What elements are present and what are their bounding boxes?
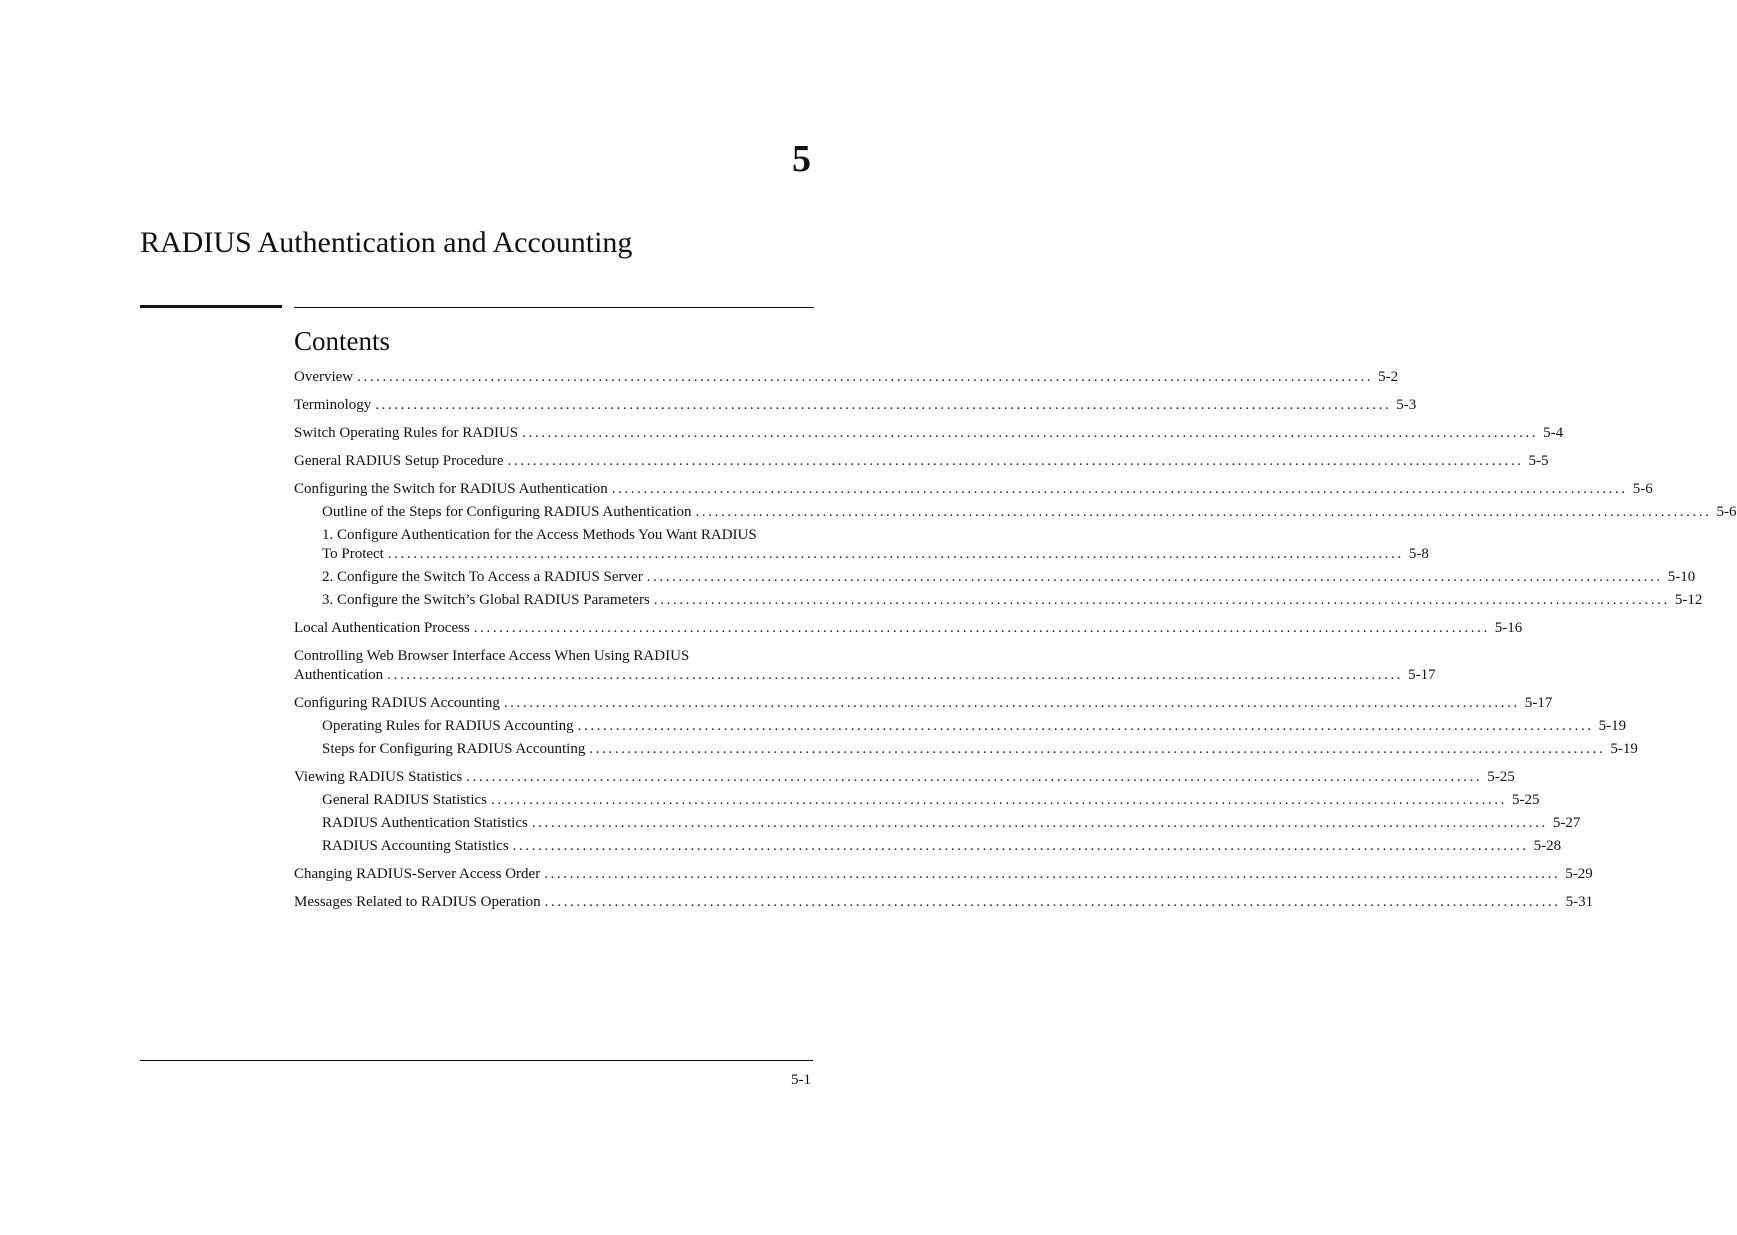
toc-entry[interactable] <box>294 568 1696 587</box>
toc-entry-page: 5-6 <box>1716 504 1737 520</box>
toc-entry-page: 5-28 <box>1533 838 1562 854</box>
toc-entry-page: 5-8 <box>1408 546 1429 562</box>
toc-entry[interactable] <box>294 694 1553 713</box>
toc-entry[interactable] <box>294 791 1540 810</box>
toc-leader-dots: ................................................................................................................................................................ <box>531 815 1548 831</box>
toc-entry-title: Configuring RADIUS Accounting <box>294 695 500 711</box>
toc-entry[interactable] <box>294 452 1549 471</box>
toc-entry-title: Terminology <box>294 397 372 413</box>
toc-leader-dots: ................................................................................................................................................................ <box>653 592 1670 608</box>
toc-entry-page: 5-12 <box>1674 592 1703 608</box>
footer-rule <box>140 1060 813 1061</box>
toc-entry-title: 2. Configure the Switch To Access a RADIUS Server <box>322 569 643 585</box>
toc-entry-title: 1. Configure Authentication for the Access Methods You Want RADIUS <box>322 527 757 543</box>
chapter-title: RADIUS Authentication and Accounting <box>140 226 633 259</box>
toc-entry-title: Changing RADIUS-Server Access Order <box>294 866 541 882</box>
toc-entry-title: Configuring the Switch for RADIUS Authentication <box>294 481 608 497</box>
toc-entry-page: 5-6 <box>1632 481 1653 497</box>
toc-leader-dots: ................................................................................................................................................................ <box>375 397 1392 413</box>
toc-entry-page: 5-27 <box>1552 815 1581 831</box>
toc-leader-dots: ................................................................................................................................................................ <box>589 741 1606 757</box>
toc-entry-page: 5-25 <box>1487 769 1515 785</box>
toc-entry[interactable] <box>294 619 1523 638</box>
table-of-contents <box>294 368 1737 912</box>
toc-entry[interactable] <box>294 503 1737 522</box>
section-rule-thin <box>294 307 814 308</box>
toc-leader-dots: ................................................................................................................................................................ <box>387 546 1404 562</box>
toc-entry[interactable] <box>294 424 1564 443</box>
toc-entry[interactable] <box>294 591 1703 610</box>
toc-entry-page: 5-3 <box>1396 397 1417 413</box>
toc-entry[interactable] <box>294 893 1594 912</box>
toc-leader-dots: ................................................................................................................................................................ <box>473 620 1490 636</box>
toc-entry[interactable] <box>294 837 1562 856</box>
toc-entry[interactable] <box>294 368 1399 387</box>
toc-entry-page: 5-16 <box>1494 620 1523 636</box>
toc-entry-title: Viewing RADIUS Statistics <box>294 769 463 785</box>
contents-heading: Contents <box>294 326 391 356</box>
toc-entry[interactable] <box>294 526 1429 564</box>
toc-entry-page: 5-17 <box>1408 667 1436 683</box>
toc-leader-dots: ................................................................................................................................................................ <box>490 792 1507 808</box>
toc-entry-page: 5-10 <box>1667 569 1696 585</box>
toc-entry-page: 5-29 <box>1565 866 1593 882</box>
toc-entry-title: Outline of the Steps for Configuring RADIUS Authentication <box>322 504 692 520</box>
toc-entry-page: 5-19 <box>1598 718 1627 734</box>
toc-leader-dots: ................................................................................................................................................................ <box>646 569 1663 585</box>
toc-entry-title: Messages Related to RADIUS Operation <box>294 894 541 910</box>
toc-entry-page: 5-2 <box>1378 369 1399 385</box>
toc-leader-dots: ................................................................................................................................................................ <box>611 481 1628 497</box>
toc-entry-page: 5-17 <box>1524 695 1553 711</box>
toc-leader-dots: ................................................................................................................................................................ <box>357 369 1374 385</box>
toc-leader-dots: ................................................................................................................................................................ <box>544 894 1561 910</box>
toc-entry-title-cont: To Protect <box>322 546 384 562</box>
toc-entry[interactable] <box>294 396 1417 415</box>
toc-leader-dots: ................................................................................................................................................................ <box>522 425 1539 441</box>
toc-leader-dots: ................................................................................................................................................................ <box>387 667 1404 683</box>
toc-entry[interactable] <box>294 740 1638 759</box>
toc-leader-dots: ................................................................................................................................................................ <box>544 866 1561 882</box>
page-number: 5-1 <box>791 1072 811 1088</box>
toc-entry-title: Overview <box>294 369 354 385</box>
toc-leader-dots: ................................................................................................................................................................ <box>512 838 1529 854</box>
toc-leader-dots: ................................................................................................................................................................ <box>503 695 1520 711</box>
section-rule-thick <box>140 305 282 308</box>
toc-entry-title: RADIUS Accounting Statistics <box>322 838 509 854</box>
toc-entry-title: Switch Operating Rules for RADIUS <box>294 425 519 441</box>
toc-entry[interactable] <box>294 865 1593 884</box>
toc-entry[interactable] <box>294 647 1436 685</box>
toc-entry-title: Local Authentication Process <box>294 620 470 636</box>
toc-entry[interactable] <box>294 480 1653 499</box>
toc-entry[interactable] <box>294 768 1515 787</box>
toc-entry[interactable] <box>294 814 1581 833</box>
toc-entry-page: 5-4 <box>1543 425 1564 441</box>
toc-entry-page: 5-25 <box>1511 792 1540 808</box>
toc-entry-title: Operating Rules for RADIUS Accounting <box>322 718 574 734</box>
toc-entry-title-cont: Authentication <box>294 667 384 683</box>
toc-entry-title: General RADIUS Statistics <box>322 792 487 808</box>
toc-entry-title: RADIUS Authentication Statistics <box>322 815 528 831</box>
toc-leader-dots: ................................................................................................................................................................ <box>695 504 1712 520</box>
toc-entry-title: Controlling Web Browser Interface Access When Using RADIUS <box>294 648 690 664</box>
toc-entry-title: General RADIUS Setup Procedure <box>294 453 504 469</box>
toc-leader-dots: ................................................................................................................................................................ <box>466 769 1483 785</box>
toc-entry-page: 5-19 <box>1610 741 1638 757</box>
toc-leader-dots: ................................................................................................................................................................ <box>507 453 1524 469</box>
toc-entry-page: 5-5 <box>1528 453 1549 469</box>
toc-entry[interactable] <box>294 717 1627 736</box>
chapter-number: 5 <box>792 138 811 180</box>
toc-entry-title: 3. Configure the Switch’s Global RADIUS Parameters <box>322 592 650 608</box>
toc-leader-dots: ................................................................................................................................................................ <box>577 718 1594 734</box>
toc-entry-title: Steps for Configuring RADIUS Accounting <box>322 741 586 757</box>
toc-entry-page: 5-31 <box>1565 894 1594 910</box>
